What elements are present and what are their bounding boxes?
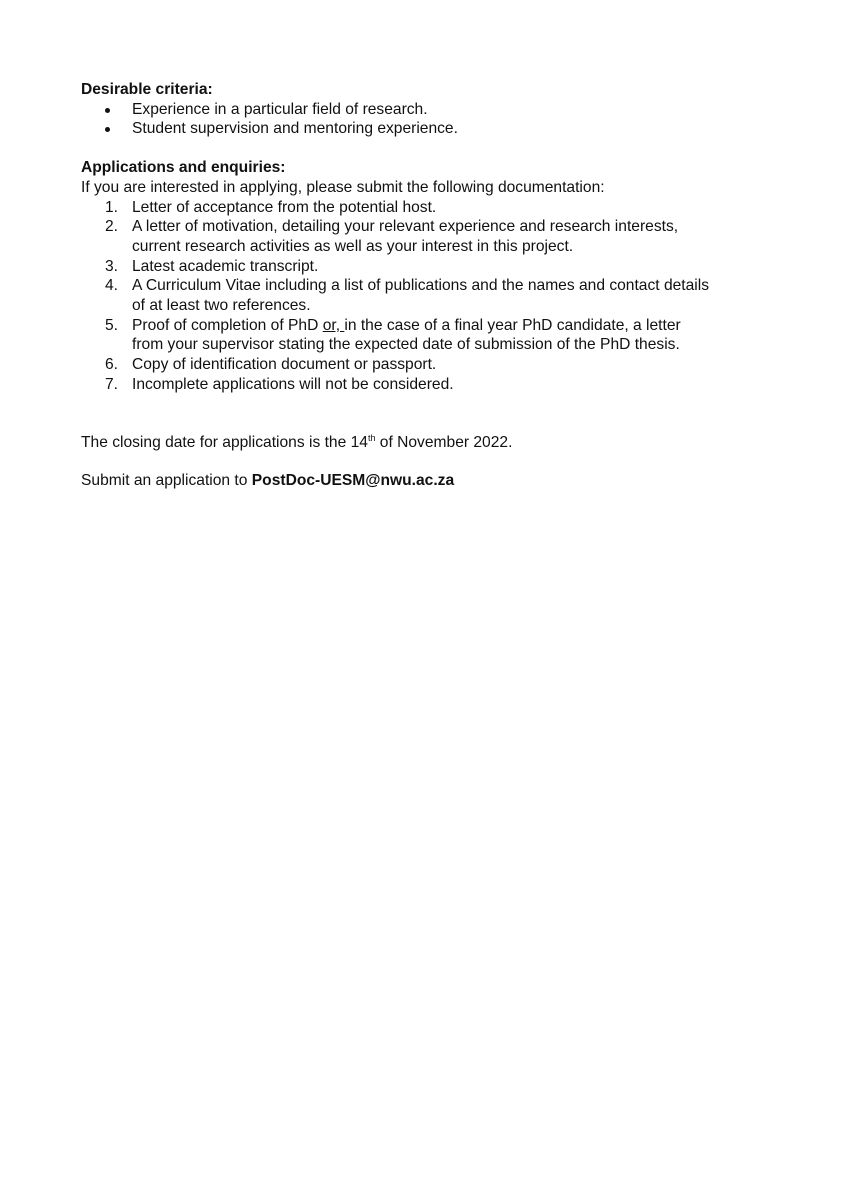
list-item: 2. A letter of motivation, detailing your relevant experience and research interests, current research activities as well as your interest in this project. bbox=[105, 218, 679, 255]
bullet-icon bbox=[105, 127, 110, 132]
closing-date: The closing date for applications is the 14th of November 2022. bbox=[81, 432, 513, 451]
list-item: 4. A Curriculum Vitae including a list of publications and the names and contact details of at least two references. bbox=[105, 277, 710, 315]
document-body bbox=[81, 80, 781, 491]
list-item: 6. Copy of identification document or passport. bbox=[105, 356, 437, 374]
list-item: 7. Incomplete applications will not be considered. bbox=[105, 375, 454, 393]
submission-email: PostDoc-UESM@nwu.ac.za bbox=[251, 472, 455, 490]
desirable-criteria-list bbox=[81, 100, 781, 139]
list-item: 3. Latest academic transcript. bbox=[105, 257, 319, 275]
list-item: 5. Proof of completion of PhD or, in the case of a final year PhD candidate, a letter from your supervisor stating the expected date of submission of the PhD thesis. bbox=[105, 316, 681, 354]
list-item: 1. Letter of acceptance from the potential host. bbox=[105, 198, 437, 216]
list-item: Student supervision and mentoring experience. bbox=[81, 119, 781, 139]
list-item: Experience in a particular field of research. bbox=[81, 100, 781, 120]
submit-line: Submit an application to PostDoc-UESM@nwu.ac.za bbox=[81, 472, 455, 490]
bullet-icon bbox=[105, 108, 110, 113]
applications-heading: Applications and enquiries: bbox=[81, 159, 286, 177]
documentation-list bbox=[81, 198, 781, 395]
desirable-criteria-heading: Desirable criteria: bbox=[81, 81, 213, 98]
applications-intro: If you are interested in applying, please submit the following documentation: bbox=[81, 178, 605, 196]
